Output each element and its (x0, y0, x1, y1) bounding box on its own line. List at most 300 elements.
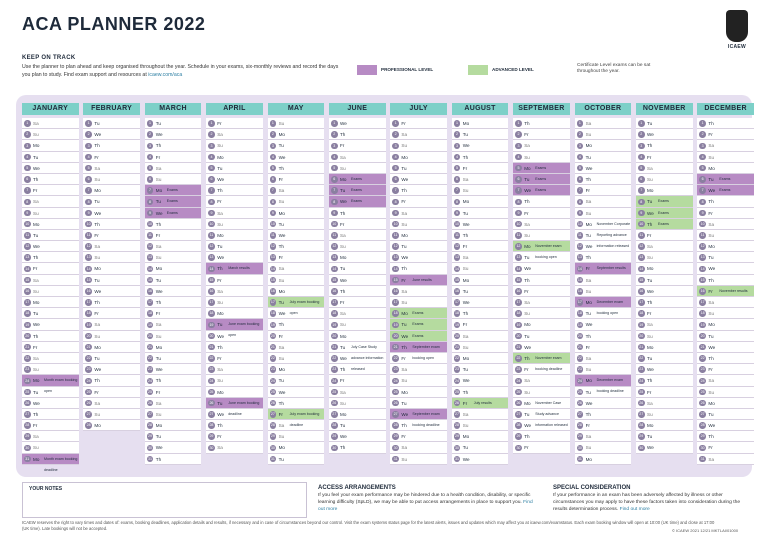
day-row[interactable] (575, 409, 632, 420)
day-row[interactable] (390, 319, 447, 330)
day-row[interactable] (145, 420, 202, 431)
day-row[interactable] (452, 219, 509, 230)
day-row[interactable] (513, 275, 570, 286)
day-row[interactable] (22, 353, 79, 364)
day-row[interactable] (268, 331, 325, 342)
day-row[interactable] (513, 387, 570, 398)
day-row[interactable] (636, 196, 693, 207)
day-row[interactable] (452, 230, 509, 241)
day-row[interactable] (636, 431, 693, 442)
day-row[interactable] (390, 185, 447, 196)
day-row[interactable] (697, 129, 754, 140)
day-row[interactable] (268, 241, 325, 252)
day-row[interactable] (513, 364, 570, 375)
day-row[interactable] (83, 297, 140, 308)
day-row[interactable] (452, 454, 509, 465)
day-row[interactable] (329, 129, 386, 140)
day-row[interactable] (697, 454, 754, 465)
day-row[interactable] (268, 185, 325, 196)
day-row[interactable] (636, 297, 693, 308)
day-row[interactable] (636, 364, 693, 375)
day-row[interactable] (390, 431, 447, 442)
day-row[interactable] (22, 263, 79, 274)
day-row[interactable] (575, 442, 632, 453)
day-row[interactable] (83, 230, 140, 241)
day-row[interactable] (697, 409, 754, 420)
day-row[interactable] (513, 308, 570, 319)
day-row[interactable] (22, 431, 79, 442)
day-row[interactable] (22, 420, 79, 431)
day-row[interactable] (22, 409, 79, 420)
day-row[interactable] (513, 252, 570, 263)
day-row[interactable] (575, 286, 632, 297)
access-find-out-more-link[interactable]: Find out more (318, 499, 533, 512)
day-row[interactable] (575, 319, 632, 330)
day-row[interactable] (83, 420, 140, 431)
day-row[interactable] (268, 420, 325, 431)
day-row[interactable] (268, 208, 325, 219)
day-row[interactable] (390, 140, 447, 151)
day-row[interactable] (390, 454, 447, 465)
day-row[interactable] (636, 342, 693, 353)
day-row[interactable] (390, 387, 447, 398)
day-row[interactable] (575, 129, 632, 140)
day-row[interactable] (575, 387, 632, 398)
day-row[interactable] (636, 219, 693, 230)
day-row[interactable] (636, 129, 693, 140)
day-row[interactable] (636, 319, 693, 330)
day-row[interactable] (83, 275, 140, 286)
day-row[interactable] (697, 342, 754, 353)
day-row[interactable] (452, 308, 509, 319)
day-row[interactable] (390, 331, 447, 342)
day-row[interactable] (390, 219, 447, 230)
day-row[interactable] (575, 364, 632, 375)
day-row[interactable] (329, 409, 386, 420)
day-row[interactable] (390, 118, 447, 129)
day-row[interactable] (22, 442, 79, 453)
day-row[interactable] (145, 196, 202, 207)
day-row[interactable] (452, 241, 509, 252)
day-row[interactable] (636, 387, 693, 398)
day-row[interactable] (697, 241, 754, 252)
day-row[interactable] (513, 129, 570, 140)
day-row[interactable] (268, 230, 325, 241)
day-row[interactable] (145, 219, 202, 230)
day-row[interactable] (83, 409, 140, 420)
day-row[interactable] (513, 208, 570, 219)
day-row[interactable] (390, 286, 447, 297)
day-row[interactable] (83, 387, 140, 398)
day-row[interactable] (513, 442, 570, 453)
day-row[interactable] (206, 409, 263, 420)
day-row[interactable] (452, 431, 509, 442)
day-row[interactable] (697, 319, 754, 330)
day-row[interactable] (145, 185, 202, 196)
day-row[interactable] (636, 442, 693, 453)
day-row[interactable] (83, 241, 140, 252)
day-row[interactable] (390, 241, 447, 252)
day-row[interactable] (636, 241, 693, 252)
day-row[interactable] (206, 118, 263, 129)
day-row[interactable] (83, 308, 140, 319)
day-row[interactable] (697, 118, 754, 129)
day-row[interactable] (697, 442, 754, 453)
day-row[interactable] (697, 364, 754, 375)
day-row[interactable] (145, 252, 202, 263)
day-row[interactable] (697, 140, 754, 151)
day-row[interactable] (452, 140, 509, 151)
day-row[interactable] (268, 431, 325, 442)
day-row[interactable] (452, 297, 509, 308)
day-row[interactable] (513, 230, 570, 241)
day-row[interactable] (390, 308, 447, 319)
day-row[interactable] (513, 174, 570, 185)
day-row[interactable] (329, 219, 386, 230)
day-row[interactable] (513, 219, 570, 230)
day-row[interactable] (268, 219, 325, 230)
day-row[interactable] (452, 398, 509, 409)
day-row[interactable] (206, 129, 263, 140)
day-row[interactable] (329, 230, 386, 241)
day-row[interactable] (636, 163, 693, 174)
day-row[interactable] (390, 208, 447, 219)
day-row[interactable] (83, 208, 140, 219)
day-row[interactable] (83, 375, 140, 386)
day-row[interactable] (575, 342, 632, 353)
day-row[interactable] (697, 230, 754, 241)
day-row[interactable] (206, 308, 263, 319)
day-row[interactable] (390, 174, 447, 185)
day-row[interactable] (513, 409, 570, 420)
day-row[interactable] (22, 140, 79, 151)
day-row[interactable] (206, 219, 263, 230)
day-row[interactable] (329, 152, 386, 163)
day-row[interactable] (390, 442, 447, 453)
day-row[interactable] (513, 431, 570, 442)
day-row[interactable] (22, 219, 79, 230)
day-row[interactable] (452, 353, 509, 364)
day-row[interactable] (206, 353, 263, 364)
day-row[interactable] (697, 420, 754, 431)
day-row[interactable] (206, 163, 263, 174)
day-row[interactable] (452, 331, 509, 342)
day-row[interactable] (83, 118, 140, 129)
day-row[interactable] (145, 140, 202, 151)
day-row[interactable] (22, 185, 79, 196)
day-row[interactable] (575, 431, 632, 442)
day-row[interactable] (145, 364, 202, 375)
day-row[interactable] (268, 152, 325, 163)
day-row[interactable] (452, 375, 509, 386)
day-row[interactable] (22, 196, 79, 207)
day-row[interactable] (329, 431, 386, 442)
day-row[interactable] (390, 263, 447, 274)
day-row[interactable] (329, 118, 386, 129)
day-row[interactable] (697, 331, 754, 342)
day-row[interactable] (329, 263, 386, 274)
aca-link[interactable]: icaew.com/aca (148, 71, 183, 78)
day-row[interactable] (575, 208, 632, 219)
day-row[interactable] (329, 196, 386, 207)
day-row[interactable] (697, 208, 754, 219)
day-row[interactable] (22, 286, 79, 297)
day-row[interactable] (575, 308, 632, 319)
day-row[interactable] (206, 375, 263, 386)
day-row[interactable] (83, 342, 140, 353)
day-row[interactable] (390, 420, 447, 431)
day-row[interactable] (452, 409, 509, 420)
day-row[interactable] (83, 196, 140, 207)
day-row[interactable] (268, 353, 325, 364)
day-row[interactable] (697, 387, 754, 398)
day-row[interactable] (268, 308, 325, 319)
day-row[interactable] (145, 275, 202, 286)
day-row[interactable] (22, 319, 79, 330)
day-row[interactable] (390, 398, 447, 409)
day-row[interactable] (697, 297, 754, 308)
day-row[interactable] (206, 174, 263, 185)
day-row[interactable] (329, 353, 386, 364)
day-row[interactable] (145, 263, 202, 274)
day-row[interactable] (206, 297, 263, 308)
day-row[interactable] (268, 375, 325, 386)
day-row[interactable] (206, 442, 263, 453)
day-row[interactable] (636, 152, 693, 163)
day-row[interactable] (390, 252, 447, 263)
day-row[interactable] (206, 263, 263, 274)
day-row[interactable] (697, 398, 754, 409)
day-row[interactable] (268, 398, 325, 409)
day-row[interactable] (636, 353, 693, 364)
day-row[interactable] (390, 275, 447, 286)
day-row[interactable] (83, 140, 140, 151)
day-row[interactable] (452, 252, 509, 263)
day-row[interactable] (83, 129, 140, 140)
day-row[interactable] (206, 196, 263, 207)
day-row[interactable] (697, 163, 754, 174)
day-row[interactable] (329, 297, 386, 308)
day-row[interactable] (22, 364, 79, 375)
day-row[interactable] (452, 442, 509, 453)
day-row[interactable] (513, 118, 570, 129)
day-row[interactable] (697, 375, 754, 386)
day-row[interactable] (83, 319, 140, 330)
day-row[interactable] (206, 387, 263, 398)
day-row[interactable] (22, 398, 79, 409)
day-row[interactable] (636, 308, 693, 319)
day-row[interactable] (329, 140, 386, 151)
day-row[interactable] (145, 163, 202, 174)
day-row[interactable] (636, 230, 693, 241)
day-row[interactable] (83, 219, 140, 230)
day-row[interactable] (22, 241, 79, 252)
day-row[interactable] (697, 286, 754, 297)
day-row[interactable] (575, 185, 632, 196)
day-row[interactable] (268, 129, 325, 140)
day-row[interactable] (206, 342, 263, 353)
day-row[interactable] (145, 375, 202, 386)
day-row[interactable] (329, 163, 386, 174)
day-row[interactable] (83, 331, 140, 342)
special-find-out-more-link[interactable]: Find out more (619, 506, 650, 512)
day-row[interactable] (513, 152, 570, 163)
day-row[interactable] (513, 297, 570, 308)
day-row[interactable] (83, 252, 140, 263)
day-row[interactable] (575, 331, 632, 342)
day-row[interactable] (697, 152, 754, 163)
day-row[interactable] (206, 420, 263, 431)
day-row[interactable] (268, 263, 325, 274)
day-row[interactable] (636, 398, 693, 409)
day-row[interactable] (329, 331, 386, 342)
day-row[interactable] (206, 431, 263, 442)
day-row[interactable] (452, 286, 509, 297)
day-row[interactable] (268, 286, 325, 297)
day-row[interactable] (390, 353, 447, 364)
day-row[interactable] (83, 185, 140, 196)
day-row[interactable] (145, 387, 202, 398)
day-row[interactable] (697, 185, 754, 196)
day-row[interactable] (83, 353, 140, 364)
day-row[interactable] (206, 140, 263, 151)
day-row[interactable] (636, 263, 693, 274)
day-row[interactable] (206, 208, 263, 219)
day-row[interactable] (145, 241, 202, 252)
day-row[interactable] (268, 364, 325, 375)
day-row[interactable] (83, 152, 140, 163)
day-row[interactable] (329, 375, 386, 386)
day-row[interactable] (145, 442, 202, 453)
day-row[interactable] (145, 152, 202, 163)
day-row[interactable] (329, 252, 386, 263)
day-row[interactable] (575, 252, 632, 263)
day-row[interactable] (329, 308, 386, 319)
day-row[interactable] (636, 252, 693, 263)
day-row[interactable] (636, 174, 693, 185)
day-row[interactable] (145, 331, 202, 342)
day-row[interactable] (575, 163, 632, 174)
day-row[interactable] (83, 398, 140, 409)
day-row[interactable] (206, 364, 263, 375)
day-row[interactable] (636, 140, 693, 151)
day-row[interactable] (83, 263, 140, 274)
day-row[interactable] (452, 208, 509, 219)
day-row[interactable] (22, 163, 79, 174)
day-row[interactable] (513, 331, 570, 342)
day-row[interactable] (452, 163, 509, 174)
day-row[interactable] (22, 152, 79, 163)
day-row[interactable] (452, 420, 509, 431)
day-row[interactable] (390, 230, 447, 241)
day-row[interactable] (513, 420, 570, 431)
day-row[interactable] (513, 196, 570, 207)
day-row[interactable] (513, 286, 570, 297)
day-row[interactable] (206, 152, 263, 163)
day-row[interactable] (697, 219, 754, 230)
day-row[interactable] (390, 196, 447, 207)
day-row[interactable] (636, 331, 693, 342)
day-row[interactable] (329, 174, 386, 185)
your-notes-box[interactable] (22, 482, 307, 518)
day-row[interactable] (452, 129, 509, 140)
day-row[interactable] (145, 431, 202, 442)
day-row[interactable] (268, 118, 325, 129)
day-row[interactable] (22, 174, 79, 185)
day-row[interactable] (452, 275, 509, 286)
day-row[interactable] (206, 331, 263, 342)
day-row[interactable] (83, 364, 140, 375)
day-row[interactable] (329, 286, 386, 297)
day-row[interactable] (268, 140, 325, 151)
day-row[interactable] (452, 196, 509, 207)
day-row[interactable] (145, 409, 202, 420)
day-row[interactable] (206, 286, 263, 297)
day-row[interactable] (268, 174, 325, 185)
day-row[interactable] (575, 353, 632, 364)
day-row[interactable] (452, 364, 509, 375)
day-row[interactable] (513, 185, 570, 196)
day-row[interactable] (268, 387, 325, 398)
day-row[interactable] (575, 398, 632, 409)
day-row[interactable] (636, 208, 693, 219)
day-row[interactable] (329, 387, 386, 398)
day-row[interactable] (452, 152, 509, 163)
day-row[interactable] (206, 252, 263, 263)
day-row[interactable] (22, 208, 79, 219)
day-row[interactable] (390, 152, 447, 163)
day-row[interactable] (22, 252, 79, 263)
day-row[interactable] (83, 174, 140, 185)
day-row[interactable] (513, 375, 570, 386)
day-row[interactable] (145, 398, 202, 409)
day-row[interactable] (145, 319, 202, 330)
day-row[interactable] (452, 387, 509, 398)
day-row[interactable] (575, 420, 632, 431)
day-row[interactable] (697, 308, 754, 319)
day-row[interactable] (206, 230, 263, 241)
day-row[interactable] (22, 387, 79, 398)
day-row[interactable] (145, 286, 202, 297)
day-row[interactable] (145, 308, 202, 319)
day-row[interactable] (145, 208, 202, 219)
day-row[interactable] (145, 174, 202, 185)
day-row[interactable] (513, 263, 570, 274)
day-row[interactable] (329, 275, 386, 286)
day-row[interactable] (636, 409, 693, 420)
day-row[interactable] (452, 174, 509, 185)
day-row[interactable] (390, 375, 447, 386)
day-row[interactable] (268, 252, 325, 263)
day-row[interactable] (390, 297, 447, 308)
day-row[interactable] (329, 398, 386, 409)
day-row[interactable] (268, 163, 325, 174)
day-row[interactable] (390, 129, 447, 140)
day-row[interactable] (329, 185, 386, 196)
day-row[interactable] (22, 454, 79, 472)
day-row[interactable] (636, 420, 693, 431)
day-row[interactable] (452, 263, 509, 274)
day-row[interactable] (575, 118, 632, 129)
day-row[interactable] (390, 163, 447, 174)
day-row[interactable] (636, 286, 693, 297)
day-row[interactable] (636, 375, 693, 386)
day-row[interactable] (268, 319, 325, 330)
day-row[interactable] (452, 185, 509, 196)
day-row[interactable] (329, 364, 386, 375)
day-row[interactable] (697, 431, 754, 442)
day-row[interactable] (83, 286, 140, 297)
